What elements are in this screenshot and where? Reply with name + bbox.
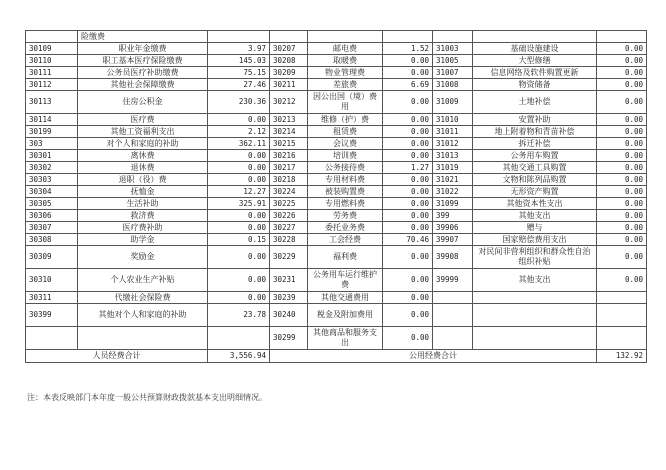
amount-2: 6.69 [383, 79, 433, 91]
econ-name-2: 税金及附加费用 [308, 304, 383, 327]
econ-code-3 [433, 292, 473, 304]
econ-name-1: 个人农业生产补贴 [78, 269, 208, 292]
econ-name-1: 职工基本医疗保险缴费 [78, 55, 208, 67]
table-row [26, 222, 647, 234]
amount-1: 23.78 [208, 304, 270, 327]
econ-code-1: 30109 [26, 43, 78, 55]
econ-code-2: 30208 [270, 55, 308, 67]
table-row [26, 162, 647, 174]
econ-name-3: 大型修缮 [473, 55, 597, 67]
econ-code-3: 31019 [433, 162, 473, 174]
econ-code-1: 30311 [26, 292, 78, 304]
amount-1: 0.00 [208, 150, 270, 162]
amount-3: 0.00 [597, 186, 647, 198]
table-note: 注：本表反映部门本年度一般公共预算财政拨款基本支出明细情况。 [27, 393, 267, 402]
econ-name-3: 基础设施建设 [473, 43, 597, 55]
econ-name-3: 国家赔偿费用支出 [473, 234, 597, 246]
econ-code-1: 30303 [26, 174, 78, 186]
econ-name-2: 委托业务费 [308, 222, 383, 234]
table-row [26, 138, 647, 150]
econ-code-2: 30218 [270, 174, 308, 186]
econ-code-2: 30213 [270, 114, 308, 126]
amount-3: 0.00 [597, 246, 647, 269]
amount-1: 27.46 [208, 79, 270, 91]
econ-name-2: 维修（护）费 [308, 114, 383, 126]
econ-code-1: 30114 [26, 114, 78, 126]
amount-2: 0.00 [383, 198, 433, 210]
econ-name-1: 救济费 [78, 210, 208, 222]
econ-name-1: 其他工资福利支出 [78, 126, 208, 138]
econ-name-2: 福利费 [308, 246, 383, 269]
econ-code-2: 30212 [270, 91, 308, 114]
econ-name-2: 专用燃料费 [308, 198, 383, 210]
amount-1: 0.00 [208, 246, 270, 269]
econ-name-1: 职业年金缴费 [78, 43, 208, 55]
amount-1: 145.03 [208, 55, 270, 67]
table-row [26, 327, 647, 350]
econ-code-2: 30215 [270, 138, 308, 150]
econ-name-3: 信息网络及软件购置更新 [473, 67, 597, 79]
econ-code-3: 31099 [433, 198, 473, 210]
amount-3: 0.00 [597, 222, 647, 234]
econ-code-1: 30308 [26, 234, 78, 246]
econ-name-3: 对民间非营利组织和群众性自治组织补贴 [473, 246, 597, 269]
econ-name-1: 退职（役）费 [78, 174, 208, 186]
econ-name-2: 会议费 [308, 138, 383, 150]
amount-1: 0.00 [208, 162, 270, 174]
econ-name-1: 助学金 [78, 234, 208, 246]
econ-name-2: 租赁费 [308, 126, 383, 138]
table-row [26, 210, 647, 222]
table-row [26, 234, 647, 246]
econ-code-2: 30239 [270, 292, 308, 304]
econ-code-2: 30299 [270, 327, 308, 350]
table-row [26, 114, 647, 126]
amount-3: 0.00 [597, 269, 647, 292]
amount-2: 70.46 [383, 234, 433, 246]
amount-3: 0.00 [597, 210, 647, 222]
amount-3: 0.00 [597, 162, 647, 174]
totals-row [26, 350, 647, 363]
econ-code-3: 31007 [433, 67, 473, 79]
econ-code-1: 303 [26, 138, 78, 150]
table-row [26, 174, 647, 186]
amount-3: 0.00 [597, 234, 647, 246]
econ-code-1: 30111 [26, 67, 78, 79]
public-total-label: 公用经费合计 [270, 350, 597, 363]
econ-name-1: 抚恤金 [78, 186, 208, 198]
econ-code-1: 30301 [26, 150, 78, 162]
econ-name-3 [473, 327, 597, 350]
econ-code-3: 31021 [433, 174, 473, 186]
amount-1: 2.12 [208, 126, 270, 138]
econ-code-2: 30227 [270, 222, 308, 234]
personnel-total-value: 3,556.94 [208, 350, 270, 363]
econ-name-3: 公务用车购置 [473, 150, 597, 162]
amount-2: 0.00 [383, 292, 433, 304]
amount-3: 0.00 [597, 126, 647, 138]
econ-name-3: 拆迁补偿 [473, 138, 597, 150]
econ-name-1: 其他社会保障缴费 [78, 79, 208, 91]
econ-name-2: 物业管理费 [308, 67, 383, 79]
table-row [26, 186, 647, 198]
econ-code-3: 31013 [433, 150, 473, 162]
econ-code-3: 31022 [433, 186, 473, 198]
econ-name-1: 住房公积金 [78, 91, 208, 114]
econ-name-1: 对个人和家庭的补助 [78, 138, 208, 150]
table-row [26, 198, 647, 210]
econ-name-2: 因公出国（境）费用 [308, 91, 383, 114]
econ-code-1: 30306 [26, 210, 78, 222]
econ-code-1: 30309 [26, 246, 78, 269]
econ-code-3: 399 [433, 210, 473, 222]
amount-3: 0.00 [597, 79, 647, 91]
econ-code-1 [26, 31, 78, 43]
econ-name-3: 地上附着物和青苗补偿 [473, 126, 597, 138]
table-row [26, 91, 647, 114]
amount-2: 0.00 [383, 304, 433, 327]
econ-code-1 [26, 327, 78, 350]
econ-name-2: 差旅费 [308, 79, 383, 91]
amount-2: 0.00 [383, 327, 433, 350]
table-row [26, 126, 647, 138]
econ-name-2: 专用材料费 [308, 174, 383, 186]
econ-code-3: 31003 [433, 43, 473, 55]
econ-name-1: 公务员医疗补助缴费 [78, 67, 208, 79]
amount-1: 0.15 [208, 234, 270, 246]
amount-1: 0.00 [208, 222, 270, 234]
econ-code-3 [433, 327, 473, 350]
amount-2: 0.00 [383, 222, 433, 234]
econ-name-3: 文物和陈列品购置 [473, 174, 597, 186]
econ-name-3: 其他交通工具购置 [473, 162, 597, 174]
amount-2: 0.00 [383, 269, 433, 292]
table-row [26, 43, 647, 55]
amount-1: 0.00 [208, 210, 270, 222]
econ-name-3 [473, 304, 597, 327]
econ-code-1: 30304 [26, 186, 78, 198]
econ-name-2: 邮电费 [308, 43, 383, 55]
amount-3: 0.00 [597, 55, 647, 67]
amount-2: 0.00 [383, 150, 433, 162]
amount-2: 0.00 [383, 55, 433, 67]
econ-code-1: 30199 [26, 126, 78, 138]
econ-code-2: 30224 [270, 186, 308, 198]
econ-name-1: 医疗费补助 [78, 222, 208, 234]
econ-name-1: 其他对个人和家庭的补助 [78, 304, 208, 327]
econ-name-2: 其他交通费用 [308, 292, 383, 304]
econ-code-1: 30307 [26, 222, 78, 234]
econ-code-1: 30112 [26, 79, 78, 91]
amount-1: 75.15 [208, 67, 270, 79]
amount-3 [597, 292, 647, 304]
amount-3: 0.00 [597, 114, 647, 126]
amount-1: 0.00 [208, 292, 270, 304]
amount-2: 0.00 [383, 91, 433, 114]
econ-code-2: 30209 [270, 67, 308, 79]
amount-2: 1.27 [383, 162, 433, 174]
econ-name-3 [473, 292, 597, 304]
econ-name-2: 劳务费 [308, 210, 383, 222]
econ-code-3: 39999 [433, 269, 473, 292]
econ-name-2: 工会经费 [308, 234, 383, 246]
amount-2: 0.00 [383, 174, 433, 186]
table-body [26, 31, 647, 350]
econ-name-2: 公务用车运行维护费 [308, 269, 383, 292]
econ-name-3: 其他支出 [473, 269, 597, 292]
econ-code-3: 31005 [433, 55, 473, 67]
table-row [26, 31, 647, 43]
personnel-total-label: 人员经费合计 [26, 350, 208, 363]
econ-code-3: 39907 [433, 234, 473, 246]
econ-code-2: 30217 [270, 162, 308, 174]
amount-1: 3.97 [208, 43, 270, 55]
amount-1 [208, 327, 270, 350]
econ-name-1: 生活补助 [78, 198, 208, 210]
table-row [26, 269, 647, 292]
amount-1 [208, 31, 270, 43]
amount-1: 325.91 [208, 198, 270, 210]
amount-3: 0.00 [597, 138, 647, 150]
econ-name-1: 险缴费 [78, 31, 208, 43]
econ-name-2: 培训费 [308, 150, 383, 162]
econ-name-1: 离休费 [78, 150, 208, 162]
econ-code-2: 30231 [270, 269, 308, 292]
econ-name-3: 安置补助 [473, 114, 597, 126]
amount-2: 1.52 [383, 43, 433, 55]
table-row [26, 79, 647, 91]
amount-3: 0.00 [597, 150, 647, 162]
amount-3 [597, 304, 647, 327]
table-row [26, 246, 647, 269]
amount-1: 362.11 [208, 138, 270, 150]
amount-1: 12.27 [208, 186, 270, 198]
table-row [26, 55, 647, 67]
econ-code-2: 30240 [270, 304, 308, 327]
econ-code-2: 30228 [270, 234, 308, 246]
amount-2: 0.00 [383, 126, 433, 138]
econ-name-2 [308, 31, 383, 43]
econ-code-2: 30229 [270, 246, 308, 269]
econ-code-2: 30214 [270, 126, 308, 138]
econ-name-2: 其他商品和服务支出 [308, 327, 383, 350]
econ-name-1 [78, 327, 208, 350]
econ-name-1: 医疗费 [78, 114, 208, 126]
econ-code-3: 31008 [433, 79, 473, 91]
amount-2: 0.00 [383, 138, 433, 150]
amount-3 [597, 31, 647, 43]
econ-code-1: 30113 [26, 91, 78, 114]
econ-code-2 [270, 31, 308, 43]
amount-3: 0.00 [597, 174, 647, 186]
econ-code-3: 31011 [433, 126, 473, 138]
econ-name-3: 无形资产购置 [473, 186, 597, 198]
econ-name-3: 其他资本性支出 [473, 198, 597, 210]
amount-1: 230.36 [208, 91, 270, 114]
econ-code-2: 30226 [270, 210, 308, 222]
amount-3: 0.00 [597, 91, 647, 114]
econ-name-3: 其他支出 [473, 210, 597, 222]
amount-3: 0.00 [597, 43, 647, 55]
amount-1: 0.00 [208, 114, 270, 126]
econ-name-3 [473, 31, 597, 43]
table-row [26, 304, 647, 327]
econ-code-1: 30110 [26, 55, 78, 67]
amount-3: 0.00 [597, 198, 647, 210]
public-total-value: 132.92 [597, 350, 647, 363]
econ-code-3: 31010 [433, 114, 473, 126]
econ-name-3: 物资储备 [473, 79, 597, 91]
econ-name-1: 代缴社会保险费 [78, 292, 208, 304]
amount-2: 0.00 [383, 246, 433, 269]
econ-code-3: 31009 [433, 91, 473, 114]
econ-code-3: 39906 [433, 222, 473, 234]
econ-code-2: 30216 [270, 150, 308, 162]
econ-name-3: 土地补偿 [473, 91, 597, 114]
amount-2: 0.00 [383, 186, 433, 198]
econ-code-2: 30225 [270, 198, 308, 210]
amount-1: 0.00 [208, 174, 270, 186]
econ-name-2: 被装购置费 [308, 186, 383, 198]
econ-name-1: 退休费 [78, 162, 208, 174]
econ-code-1: 30302 [26, 162, 78, 174]
amount-3 [597, 327, 647, 350]
amount-3: 0.00 [597, 67, 647, 79]
table-row [26, 150, 647, 162]
econ-name-3: 赠与 [473, 222, 597, 234]
table-row [26, 292, 647, 304]
amount-1: 0.00 [208, 269, 270, 292]
econ-code-1: 30399 [26, 304, 78, 327]
amount-2 [383, 31, 433, 43]
econ-name-2: 取暖费 [308, 55, 383, 67]
econ-code-2: 30207 [270, 43, 308, 55]
amount-2: 0.00 [383, 210, 433, 222]
amount-2: 0.00 [383, 114, 433, 126]
econ-code-1: 30310 [26, 269, 78, 292]
econ-code-3: 31012 [433, 138, 473, 150]
amount-2: 0.00 [383, 67, 433, 79]
econ-name-2: 公务接待费 [308, 162, 383, 174]
table-row [26, 67, 647, 79]
expenditure-detail-table [25, 30, 647, 363]
econ-code-2: 30211 [270, 79, 308, 91]
econ-code-3 [433, 31, 473, 43]
econ-name-1: 奖励金 [78, 246, 208, 269]
econ-code-1: 30305 [26, 198, 78, 210]
econ-code-3: 39908 [433, 246, 473, 269]
econ-code-3 [433, 304, 473, 327]
